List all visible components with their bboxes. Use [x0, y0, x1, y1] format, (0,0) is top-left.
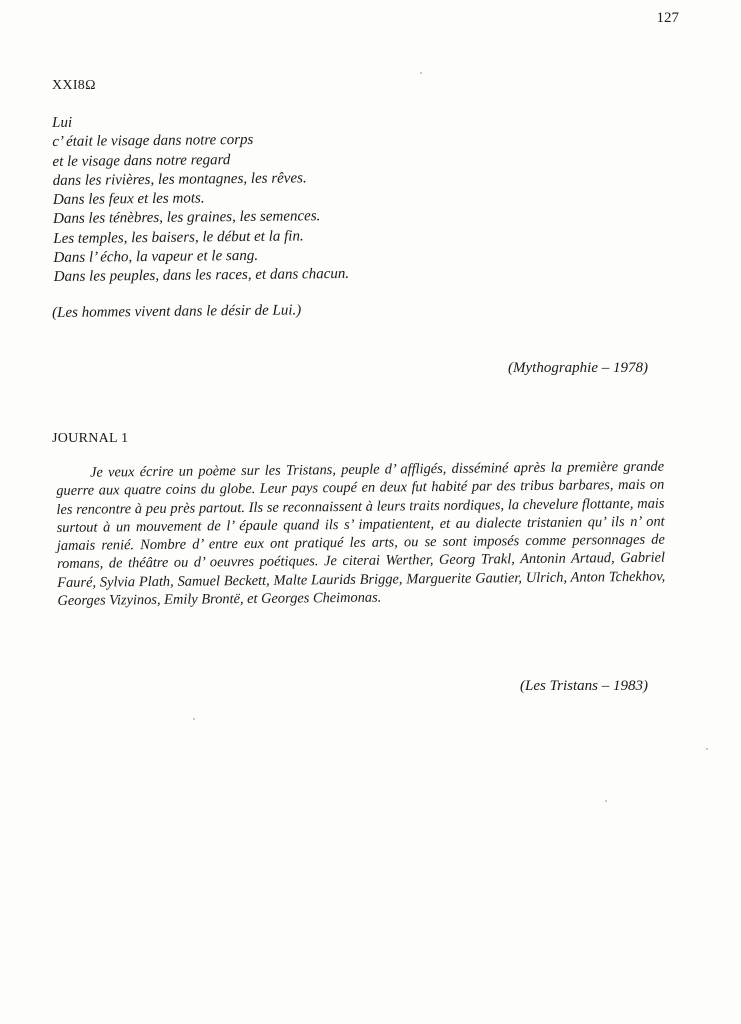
scan-speck: [706, 748, 708, 750]
section-heading-xxi8: XXI8Ω: [52, 78, 96, 93]
poem-body: [52, 108, 654, 288]
poem-line: Les temples, les baisers, le début et la fin.: [53, 228, 304, 247]
scan-speck: [420, 72, 422, 74]
poem-line: c’ était le visage dans notre corps: [52, 132, 254, 151]
scan-speck: [605, 800, 607, 802]
poem-line: Dans les ténèbres, les graines, les semences.: [53, 208, 321, 228]
poem-line: dans les rivières, les montagnes, les rêves.: [52, 170, 307, 189]
poem-line: Lui: [52, 114, 73, 131]
page-number: 127: [656, 10, 679, 26]
poem-line: Dans l’ écho, la vapeur et le sang.: [53, 247, 259, 267]
poem-closing-line: (Les hommes vivent dans le désir de Lui.): [52, 302, 302, 321]
poem-line: Dans les peuples, dans les races, et dans chacun.: [53, 266, 350, 286]
journal-paragraph: Je veux écrire un poème sur les Tristans, peuple d’ affligés, disséminé après la première grande guerre aux quatre coins du globe. Leur pays coupé en deux fut habité par des tribus barbares, mais on les rencontre à peu près partout. Ils se reconnaissent à leurs traits nordiques, la chevelure flottante, mais surtout à un mouvement de l’ épaule quand ils s’ impatientent, et au dialecte tristanien qu’ ils n’ ont jamais renié. Nombre d’ entre eux ont pratiqué les arts, ou se sont imposés comme personnages de romans, de théâtre ou d’ oeuvres poétiques. Je citerai Werther, Georg Trakl, Antonin Artaud, Gabriel Fauré, Sylvia Plath, Samuel Beckett, Malte Laurids Brigge, Marguerite Gautier, Ulrich, Anton Tchekhov, Georges Vizyinos, Emily Brontë, et Georges Cheimonas.: [56, 458, 666, 610]
poem-line: Dans les feux et les mots.: [52, 190, 205, 209]
poem-line: et le visage dans notre regard: [52, 151, 231, 170]
section-heading-journal: JOURNAL 1: [52, 431, 129, 446]
source-citation-mythographie: (Mythographie – 1978): [508, 360, 648, 376]
source-citation-tristans: (Les Tristans – 1983): [520, 678, 648, 694]
scan-speck: [193, 718, 195, 720]
